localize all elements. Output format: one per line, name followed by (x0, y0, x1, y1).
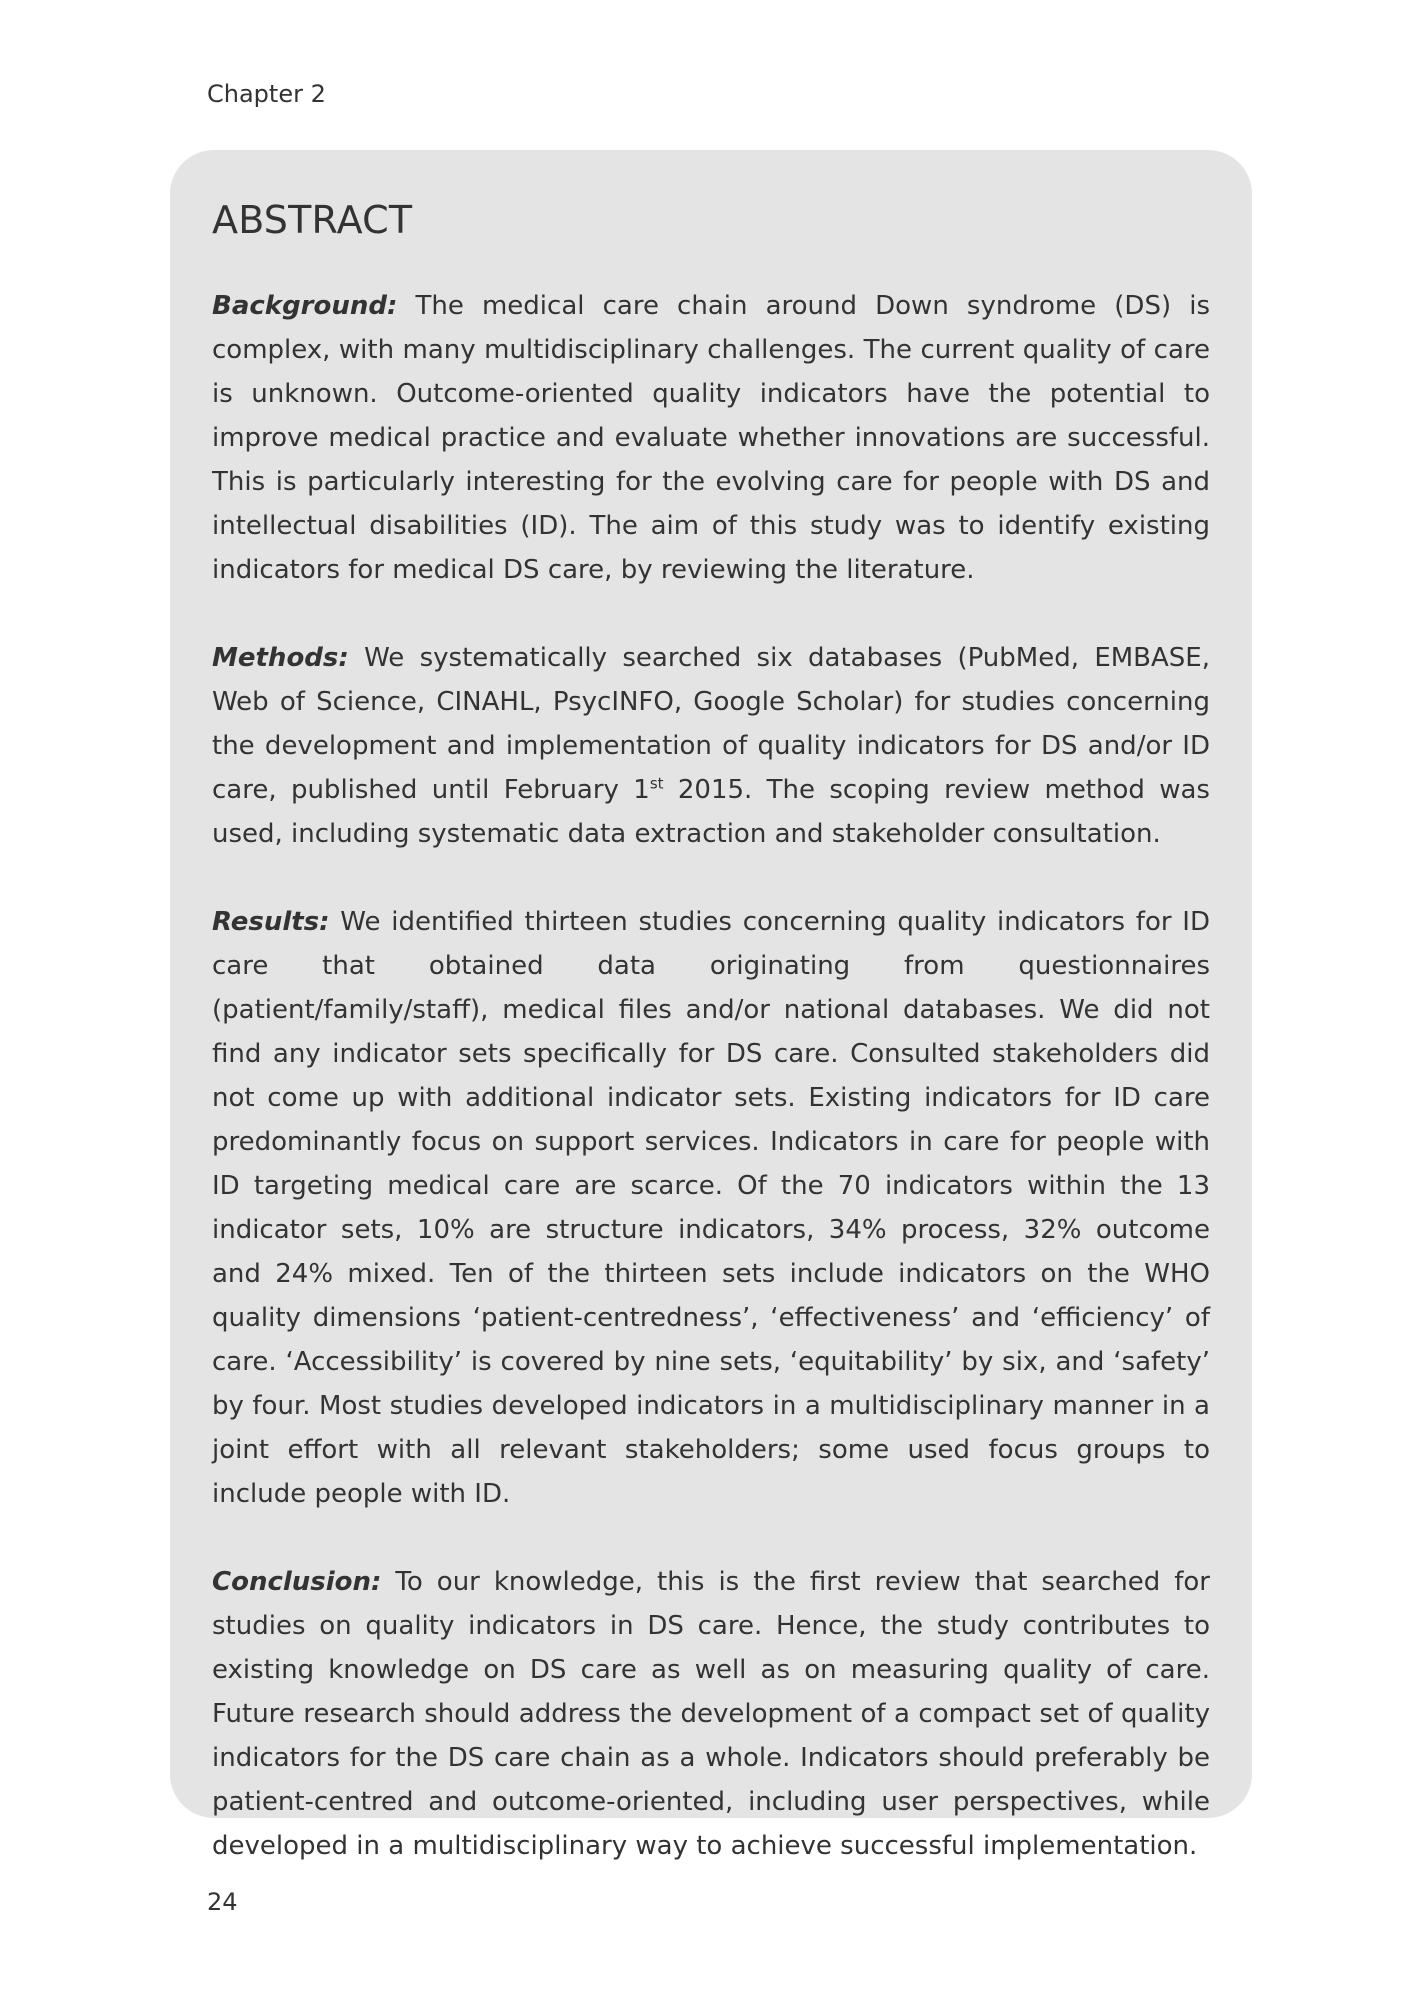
abstract-title: ABSTRACT (212, 198, 413, 242)
date-ordinal-superscript: st (649, 774, 664, 793)
abstract-results (212, 900, 1210, 1516)
page-number: 24 (207, 1888, 238, 1916)
methods-text-after: 2015. The scoping review method was used, including systematic data extraction and stakeholder consultation. (212, 775, 1210, 849)
running-header: Chapter 2 (207, 80, 326, 108)
methods-label: Methods: (212, 643, 349, 673)
abstract-box (170, 150, 1252, 1861)
results-label: Results: (212, 907, 330, 937)
methods-text-before: We systematically searched six databases (PubMed, EMBASE, Web of Science, CINAHL, PsycINFO, Google Scholar) for studies concerning the development and implementation of quality indicators for DS and/or ID care, published until February 1 (212, 643, 1210, 805)
abstract-methods (212, 636, 1210, 856)
results-text: We identified thirteen studies concerning quality indicators for ID care that obtained data originating from questionnaires (patient/family/staff), medical files and/or national databases. We did not find any indicator sets specifically for DS care. Consulted stakeholders did not come up with additional indicator sets. Existing indicators for ID care predominantly focus on support services. Indicators in care for people with ID targeting medical care are scarce. Of the 70 indicators within the 13 indicator sets, 10% are structure indicators, 34% process, 32% outcome and 24% mixed. Ten of the thirteen sets include indicators on the WHO quality dimensions ‘patient-centredness’, ‘effectiveness’ and ‘efficiency’ of care. ‘Accessibility’ is covered by nine sets, ‘equitability’ by six, and ‘safety’ by four. Most studies developed indicators in a multidisciplinary manner in a joint effort with all relevant stakeholders; some used focus groups to include people with ID. (212, 907, 1210, 1509)
background-label: Background: (212, 291, 398, 321)
conclusion-label: Conclusion: (212, 1567, 382, 1597)
conclusion-text: To our knowledge, this is the first review that searched for studies on quality indicators in DS care. Hence, the study contributes to existing knowledge on DS care as well as on measuring quality of care. Future research should address the development of a compact set of quality indicators for the DS care chain as a whole. Indicators should preferably be patient-centred and outcome-oriented, including user perspectives, while developed in a multidisciplinary way to achieve successful implementation. (212, 1567, 1210, 1861)
abstract-background (212, 284, 1210, 592)
background-text: The medical care chain around Down syndrome (DS) is complex, with many multidisciplinary challenges. The current quality of care is unknown. Outcome-oriented quality indicators have the potential to improve medical practice and evaluate whether innovations are successful. This is particularly interesting for the evolving care for people with DS and intellectual disabilities (ID). The aim of this study was to identify existing indicators for medical DS care, by reviewing the literature. (212, 291, 1210, 585)
abstract-conclusion (212, 1560, 1210, 1868)
